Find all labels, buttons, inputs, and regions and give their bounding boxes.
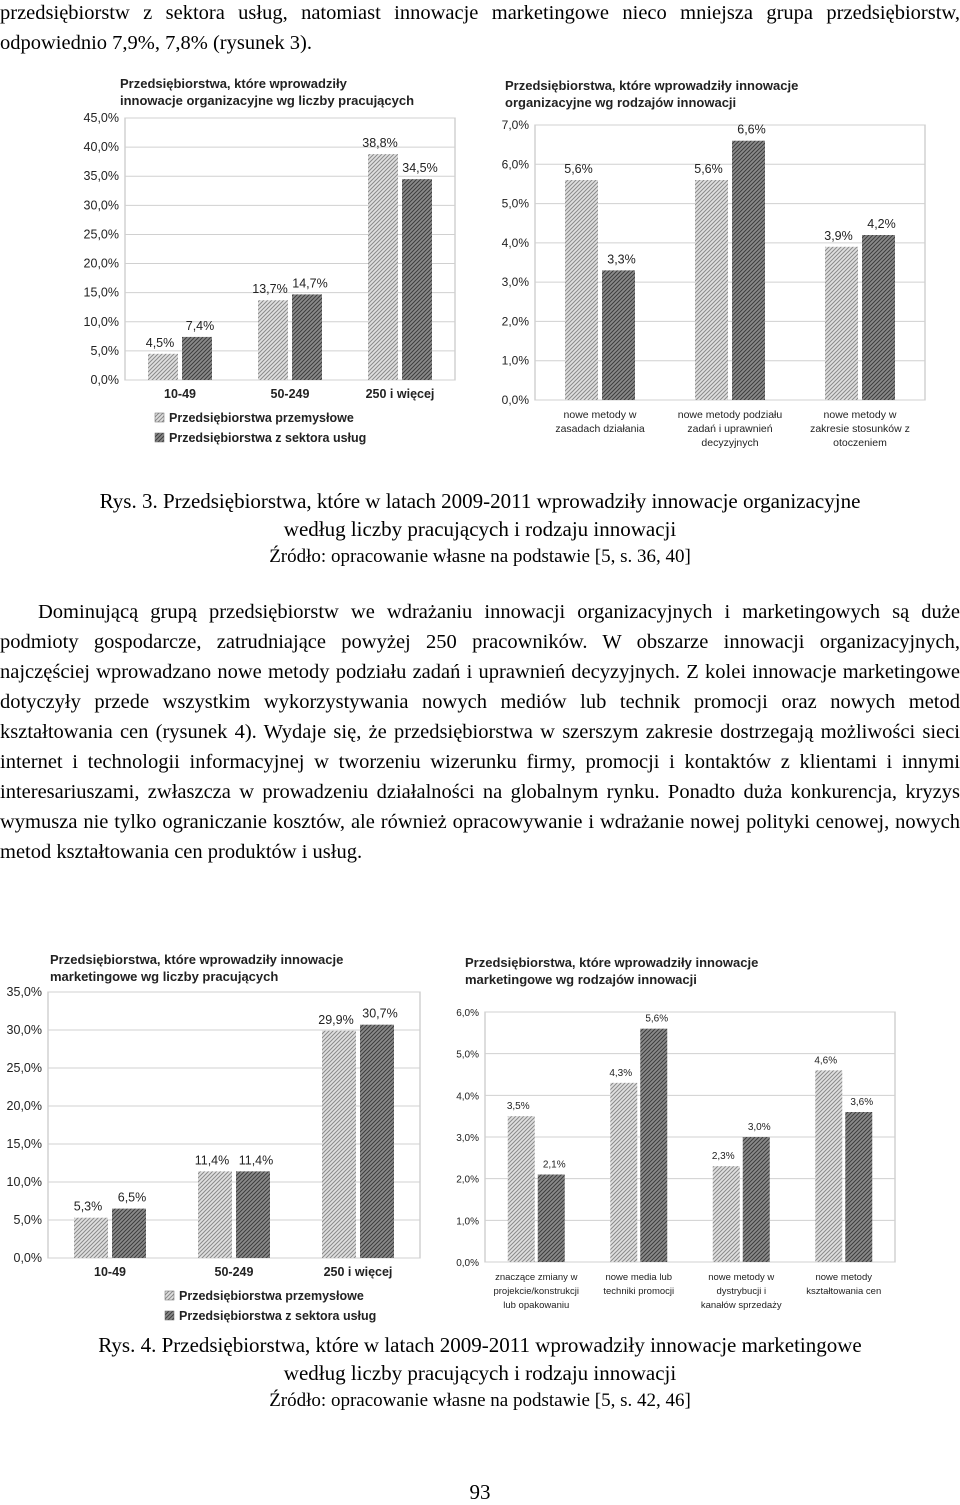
y-tick-label: 6,0%	[501, 157, 529, 172]
bar-services	[402, 179, 432, 380]
data-label: 4,5%	[145, 335, 175, 350]
data-label: 14,7%	[292, 276, 328, 291]
legend-swatch	[165, 1291, 174, 1300]
bar-industry	[322, 1031, 356, 1258]
x-tick-label: 250 i więcej	[323, 1265, 393, 1279]
chart-title: Przedsiębiorstwa, które wprowadziły	[120, 76, 347, 91]
figure-3-caption-line1: Rys. 3. Przedsiębiorstwa, które w latach 2009-2011 wprowadziły innowacje organizacyjne	[99, 489, 861, 513]
bar-services	[360, 1025, 394, 1258]
x-tick-label: zakresie stosunków z	[810, 423, 910, 435]
y-tick-label: 5,0%	[90, 343, 119, 358]
data-label: 5,6%	[645, 1013, 669, 1025]
y-tick-label: 10,0%	[83, 314, 119, 329]
legend-swatch	[155, 433, 164, 442]
x-tick-label: dystrybucji i	[716, 1286, 767, 1297]
bar-industry	[74, 1218, 108, 1258]
x-tick-label: decyzyjnych	[701, 437, 759, 449]
y-tick-label: 35,0%	[83, 169, 119, 184]
body-paragraph: Dominującą grupą przedsiębiorstw we wdrażaniu innowacji organizacyjnych i marketingowych są duże podmioty gospodarcze, zatrudniające powyżej 250 pracowników. W obszarze innowacji organizacyjnych, najczęściej wprowadzano nowe metody podziału zadań i uprawnień decyzyjnych. Z kolei innowacje marketingowe dotyczyły przede wszystkim wykorzystywania nowych mediów lub technik promocji oraz nowych metod kształtowania cen (rysunek 4). Wydaje się, że przedsiębiorstwa w szerszym zakresie dostrzegają możliwości sieci internet i technologii informacyjnej w tworzeniu wizerunku firmy, promocji i kontaktów z klientami i innymi interesariuszami, zwłaszcza w prowadzeniu działalności na globalnym rynku. Ponadto duża konkurencja, kryzys wymusza nie tylko ograniczanie kosztów, ale również opracowywanie i wdrażanie nowej polityki cenowej, nowych metod kształtowania cen produktów i usług.	[0, 601, 960, 863]
chart-org-innovation-by-size	[70, 70, 465, 460]
x-tick-label: nowe metody w	[823, 409, 897, 421]
x-tick-label: 250 i więcej	[365, 387, 435, 401]
chart-marketing-innovation-by-size	[0, 940, 425, 1330]
y-tick-label: 3,0%	[501, 275, 529, 290]
y-tick-label: 1,0%	[501, 353, 529, 368]
data-label: 4,3%	[609, 1067, 633, 1079]
chart-title: marketingowe wg rodzajów innowacji	[465, 972, 697, 987]
y-tick-label: 35,0%	[6, 985, 42, 999]
legend-swatch	[155, 413, 164, 422]
y-tick-label: 40,0%	[83, 140, 119, 155]
data-label: 6,6%	[737, 122, 766, 137]
x-tick-label: nowe metody w	[563, 409, 637, 421]
bar-industry	[610, 1083, 637, 1262]
y-tick-label: 2,0%	[501, 314, 529, 329]
chart-title: Przedsiębiorstwa, które wprowadziły innowacje	[50, 952, 344, 967]
y-tick-label: 1,0%	[456, 1216, 479, 1228]
x-tick-label: projekcie/konstrukcji	[493, 1286, 580, 1297]
data-label: 2,3%	[711, 1151, 735, 1163]
intro-paragraph: przedsiębiorstw z sektora usług, natomiast innowacje marketingowe nieco mniejsza grupa przedsiębiorstw, odpowiednio 7,9%, 7,8% (rysunek 3).	[0, 2, 960, 54]
legend-label: Przedsiębiorstwa przemysłowe	[179, 1289, 364, 1303]
x-tick-label: techniki promocji	[603, 1286, 675, 1297]
data-label: 13,7%	[252, 282, 288, 297]
y-tick-label: 5,0%	[501, 196, 529, 211]
y-tick-label: 20,0%	[83, 256, 119, 271]
data-label: 38,8%	[362, 136, 398, 151]
x-tick-label: nowe media lub	[605, 1272, 673, 1283]
data-label: 3,9%	[824, 228, 853, 243]
bar-industry	[815, 1070, 842, 1262]
data-label: 11,4%	[238, 1153, 274, 1168]
bar-industry	[565, 180, 598, 400]
data-label: 3,0%	[747, 1122, 771, 1133]
x-tick-label: 10-49	[94, 1265, 126, 1279]
y-tick-label: 20,0%	[6, 1099, 42, 1113]
data-label: 30,7%	[362, 1006, 398, 1021]
y-tick-label: 15,0%	[83, 285, 119, 300]
y-tick-label: 0,0%	[13, 1251, 42, 1265]
figure-3-caption	[0, 487, 960, 571]
chart-title: organizacyjne wg rodzajów innowacji	[505, 95, 737, 110]
data-label: 2,1%	[542, 1159, 566, 1171]
figure-3-caption-line2: według liczby pracujących i rodzaju innowacji	[283, 517, 677, 541]
y-tick-label: 7,0%	[501, 118, 529, 132]
page-number: 93	[469, 1480, 491, 1504]
y-tick-label: 30,0%	[83, 198, 119, 213]
data-label: 34,5%	[402, 161, 438, 176]
x-tick-label: nowe metody w	[708, 1272, 775, 1283]
bar-services	[640, 1029, 667, 1262]
x-tick-label: kanałów sprzedaży	[700, 1300, 782, 1311]
bar-industry	[368, 154, 398, 380]
data-label: 11,4%	[194, 1153, 230, 1168]
y-tick-label: 0,0%	[90, 373, 119, 387]
y-tick-label: 25,0%	[6, 1061, 42, 1075]
y-tick-label: 15,0%	[6, 1137, 42, 1151]
x-tick-label: otoczeniem	[833, 437, 887, 449]
bar-industry	[198, 1171, 232, 1258]
y-tick-label: 25,0%	[83, 227, 119, 242]
x-tick-label: nowe metody podziału	[677, 409, 783, 421]
y-tick-label: 5,0%	[13, 1213, 42, 1227]
chart-marketing-innovation-by-type	[430, 950, 900, 1330]
data-label: 5,3%	[73, 1199, 103, 1214]
x-tick-label: kształtowania cen	[806, 1286, 882, 1297]
chart-org-innovation-by-type	[490, 70, 930, 460]
legend-label: Przedsiębiorstwa przemysłowe	[169, 411, 354, 425]
data-label: 5,6%	[694, 162, 723, 176]
y-tick-label: 45,0%	[83, 111, 119, 125]
bar-services	[862, 235, 895, 400]
y-tick-label: 4,0%	[501, 235, 529, 250]
chart-title: marketingowe wg liczby pracujących	[50, 969, 279, 984]
figure-4-caption-line1: Rys. 4. Przedsiębiorstwa, które w latach 2009-2011 wprowadziły innowacje marketingowe	[98, 1333, 862, 1357]
chart-title: innowacje organizacyjne wg liczby pracujących	[120, 93, 415, 108]
y-tick-label: 4,0%	[456, 1091, 479, 1103]
y-tick-label: 6,0%	[456, 1008, 479, 1019]
y-tick-label: 3,0%	[456, 1133, 479, 1144]
x-tick-label: 50-249	[270, 387, 310, 401]
bar-services	[538, 1175, 565, 1263]
x-tick-label: nowe metody	[815, 1272, 873, 1283]
legend-label: Przedsiębiorstwa z sektora usług	[179, 1309, 377, 1323]
bar-services	[292, 294, 322, 380]
data-label: 5,6%	[564, 162, 593, 176]
data-label: 4,6%	[814, 1055, 838, 1067]
data-label: 6,5%	[117, 1190, 147, 1205]
data-label: 7,4%	[185, 318, 215, 333]
y-tick-label: 0,0%	[456, 1258, 479, 1269]
y-tick-label: 30,0%	[6, 1023, 42, 1037]
bar-services	[732, 141, 765, 400]
bar-services	[112, 1209, 146, 1258]
data-label: 4,2%	[867, 217, 896, 231]
bar-industry	[148, 354, 178, 380]
chart-title: Przedsiębiorstwa, które wprowadziły innowacje	[505, 78, 799, 93]
bar-industry	[508, 1116, 535, 1262]
data-label: 3,6%	[850, 1097, 874, 1108]
y-tick-label: 0,0%	[501, 393, 529, 407]
bar-services	[845, 1112, 872, 1262]
data-label: 3,5%	[506, 1101, 530, 1113]
bar-industry	[713, 1166, 740, 1262]
y-tick-label: 10,0%	[6, 1175, 42, 1189]
bar-industry	[258, 300, 288, 380]
y-tick-label: 5,0%	[456, 1049, 479, 1061]
data-label: 3,3%	[607, 252, 636, 267]
legend-swatch	[165, 1311, 174, 1320]
bar-industry	[695, 180, 728, 400]
chart-title: Przedsiębiorstwa, które wprowadziły innowacje	[465, 955, 759, 970]
bar-services	[602, 270, 635, 400]
bar-industry	[825, 247, 858, 400]
figure-3-source: Źródło: opracowanie własne na podstawie [5, s. 36, 40]	[269, 546, 691, 567]
data-label: 29,9%	[318, 1012, 354, 1027]
x-tick-label: znaczące zmiany w	[495, 1272, 578, 1283]
x-tick-label: lub opakowaniu	[503, 1300, 570, 1311]
figure-4-caption-line2: według liczby pracujących i rodzaju innowacji	[283, 1361, 677, 1385]
legend-label: Przedsiębiorstwa z sektora usług	[169, 431, 367, 445]
x-tick-label: zasadach działania	[555, 423, 645, 435]
y-tick-label: 2,0%	[456, 1174, 479, 1186]
x-tick-label: 10-49	[164, 387, 196, 401]
bar-services	[182, 337, 212, 380]
bar-services	[743, 1137, 770, 1262]
bar-services	[236, 1171, 270, 1258]
x-tick-label: zadań i uprawnień	[687, 423, 773, 435]
figure-4-caption	[0, 1331, 960, 1415]
x-tick-label: 50-249	[214, 1265, 254, 1279]
figure-4-source: Źródło: opracowanie własne na podstawie [5, s. 42, 46]	[269, 1390, 691, 1411]
